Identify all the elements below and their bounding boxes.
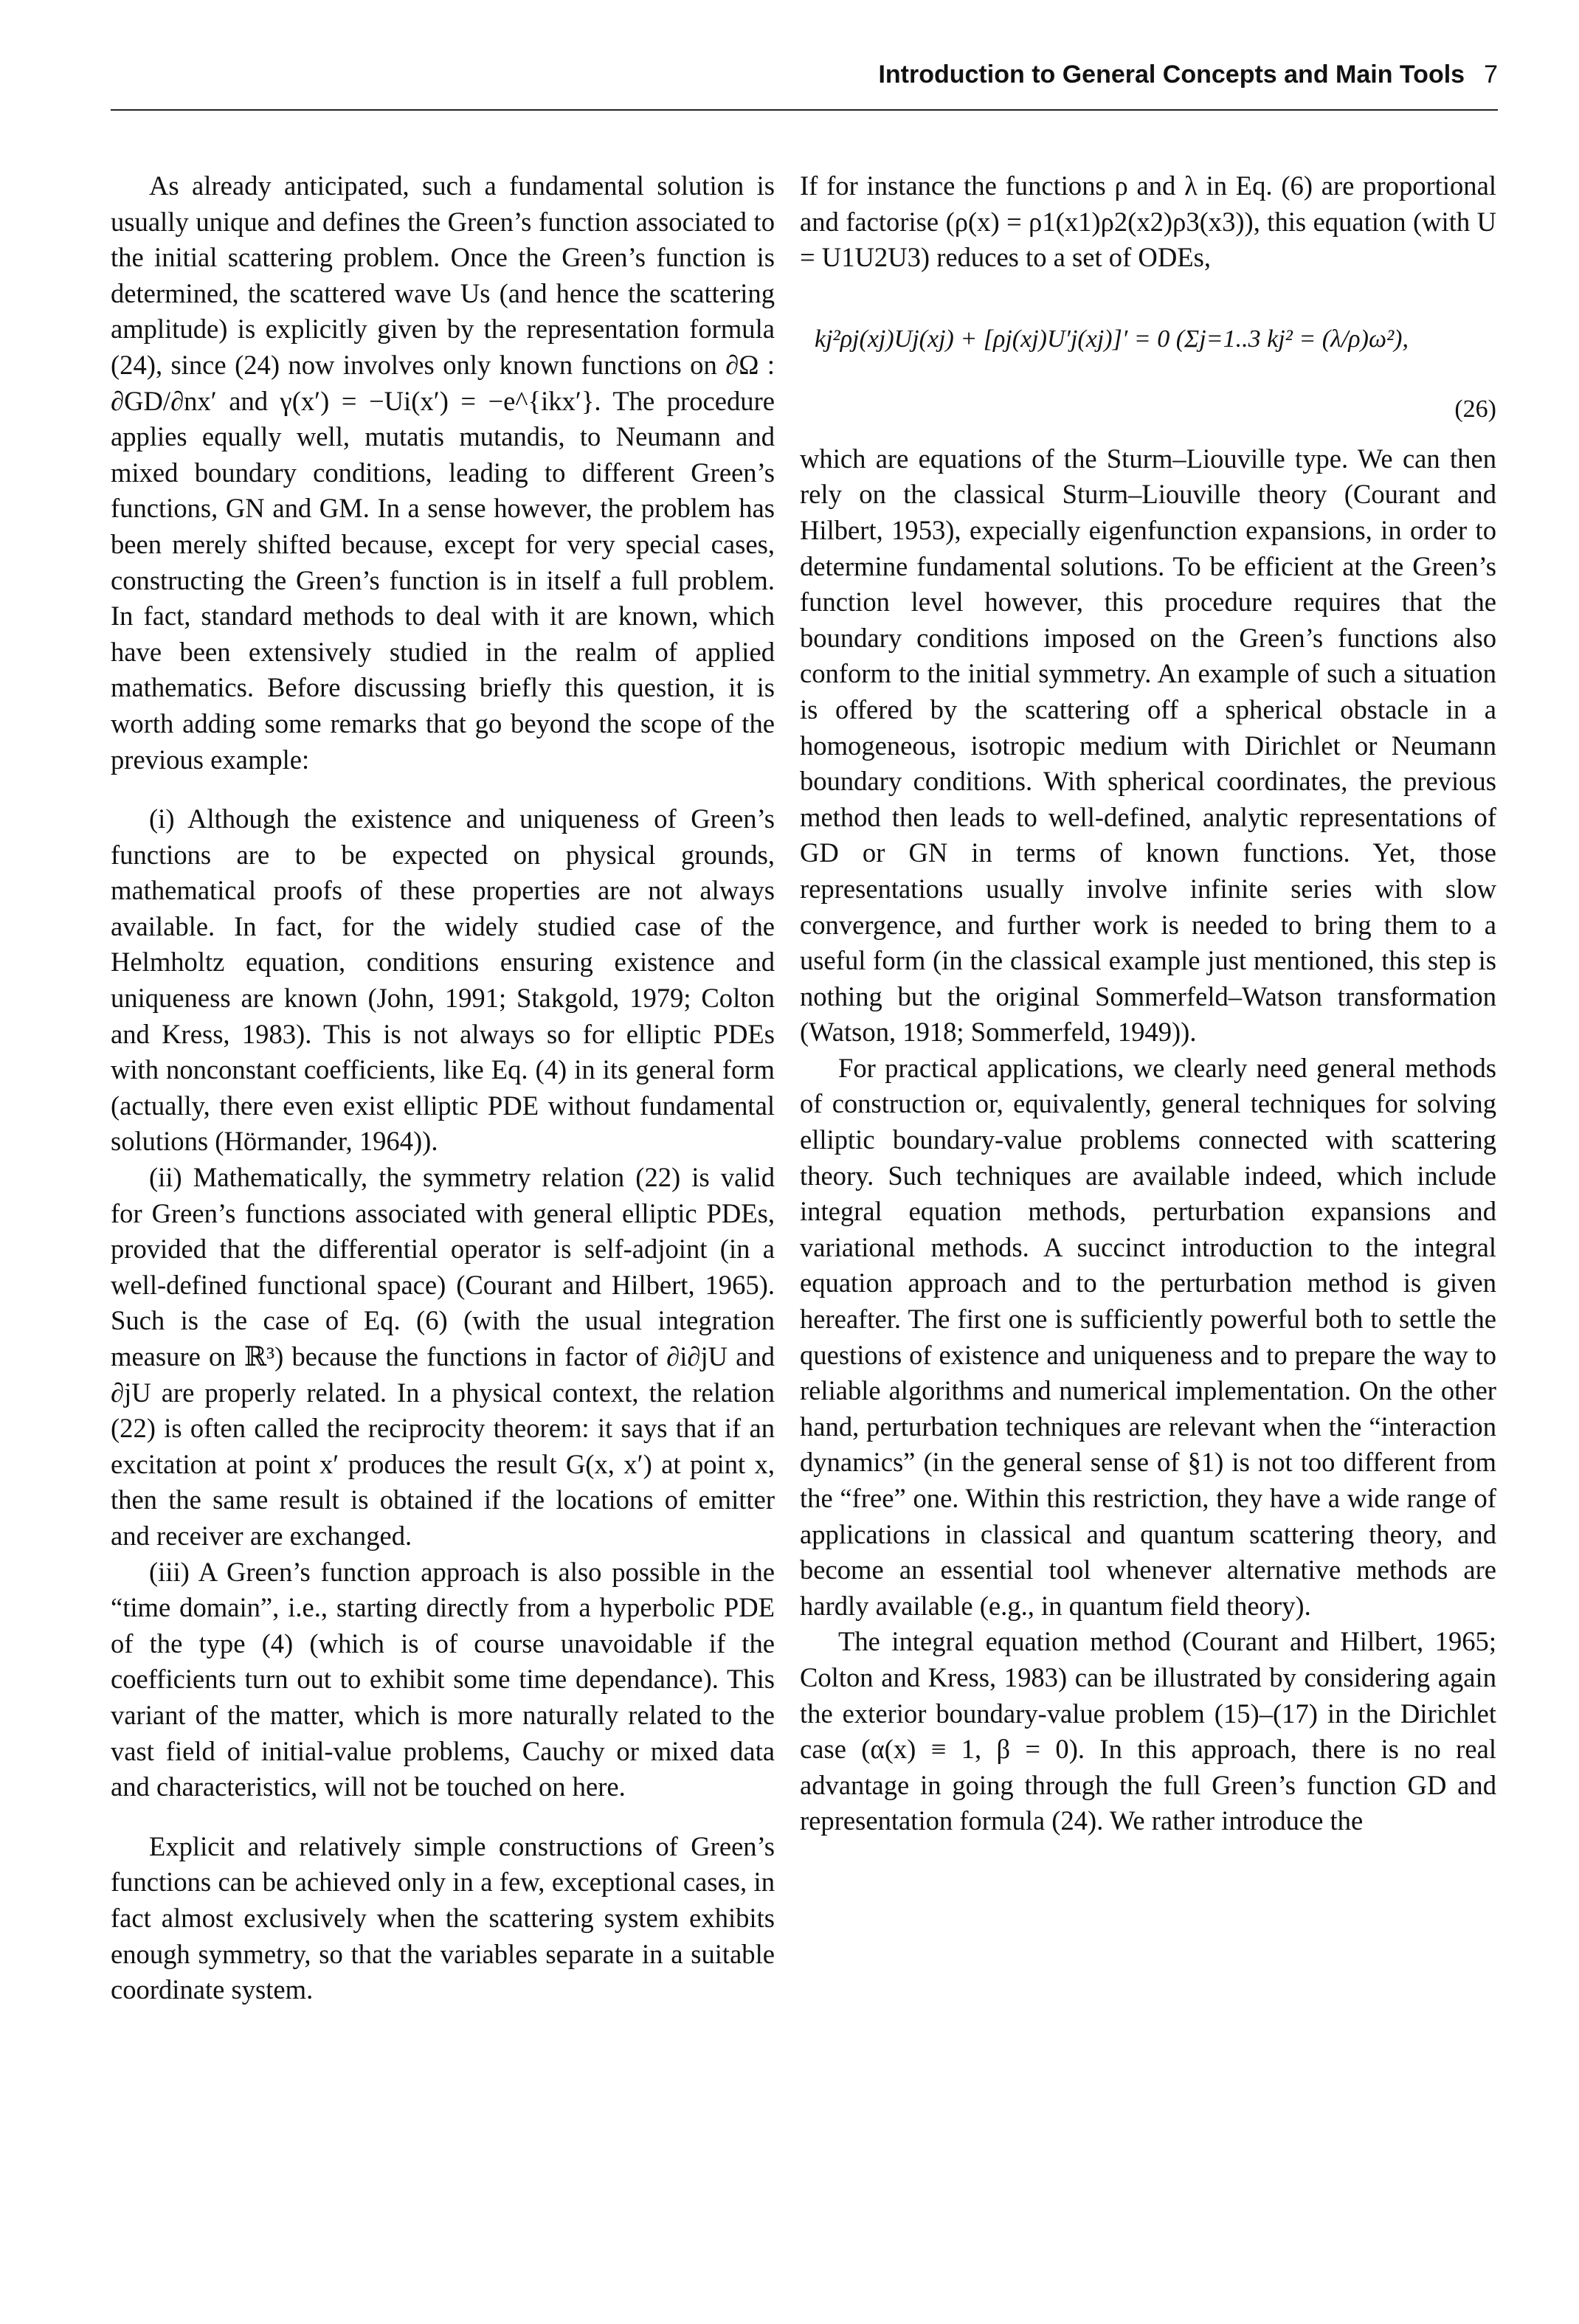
equation-body: kj²ρj(xj)Uj(xj) + [ρj(xj)U′j(xj)]′ = 0 (Σj=1..3 kj² = (λ/ρ)ω²),	[815, 325, 1409, 353]
header-rule	[111, 109, 1498, 111]
equation-number: (26)	[1454, 395, 1496, 423]
paragraph: The integral equation method (Courant and Hilbert, 1965; Colton and Kress, 1983) can be illustrated by considering again the exterior boundary-value problem (15)–(17) in the Dirichlet case (α(x) ≡ 1, β = 0). In this approach, there is no real advantage in going through the full Green’s function GD and representation formula (24). We rather introduce the	[800, 1626, 1496, 1836]
paragraph: Explicit and relatively simple constructions of Green’s functions can be achieved only in a few, exceptional cases, in fact almost exclusively when the scattering system exhibits enough symmetry, so that the variables separate in a suitable coordinate system.	[111, 1830, 775, 2005]
remark-i: (i) Although the existence and uniqueness of Green’s functions are to be expected on physical grounds, mathematical proofs of these properties are not always available. In fact, for the widely studied case of the Helmholtz equation, conditions ensuring existence and uniqueness are known (John, 1991; Stakgold, 1979; Colton and Kress, 1983). This is not always so for elliptic PDEs with nonconstant coefficients, like Eq. (4) in its general form (actually, there even exist elliptic PDE without fundamental solutions (Hörmander, 1964)).	[111, 803, 775, 1157]
right-column	[800, 168, 1496, 1839]
paragraph: As already anticipated, such a fundamental solution is usually unique and defines the Green’s function associated to the initial scattering problem. Once the Green’s function is determined, the scattered wave Us (and hence the scattering amplitude) is explicitly given by the representation formula (24), since (24) now involves only known functions on ∂Ω : ∂GD/∂nx′ and γ(x′) = −Ui(x′) = −e^{ikx′}. The procedure applies equally well, mutatis mutandis, to Neumann and mixed boundary conditions, leading to different Green’s functions, GN and GM. In a sense however, the problem has been merely shifted because, except for very special cases, constructing the Green’s function is in itself a full problem. In fact, standard methods to deal with it are known, which have been extensively studied in the realm of applied mathematics. Before discussing briefly this question, it is worth adding some remarks that go beyond the scope of the previous example:	[111, 170, 775, 775]
remark-ii: (ii) Mathematically, the symmetry relation (22) is valid for Green’s functions associated with general elliptic PDEs, provided that the differential operator is self-adjoint (in a well-defined functional space) (Courant and Hilbert, 1965). Such is the case of Eq. (6) (with the usual integration measure on ℝ³) because the functions in factor of ∂i∂jU and ∂jU are properly related. In a physical context, the relation (22) is often called the reciprocity theorem: it says that if an excitation at point x′ produces the result G(x, x′) at point x, then the same result is obtained if the locations of emitter and receiver are exchanged.	[111, 1162, 775, 1551]
paragraph: which are equations of the Sturm–Liouville type. We can then rely on the classical Sturm–Liouville theory (Courant and Hilbert, 1953), expecially eigenfunction expansions, in order to determine fundamental solutions. To be efficient at the Green’s function level however, this procedure requires that the boundary conditions imposed on the Green’s functions also conform to the initial symmetry. An example of such a situation is offered by the scattering off a spherical obstacle in a homogeneous, isotropic medium with Dirichlet or Neumann boundary conditions. With spherical coordinates, the previous method then leads to well-defined, analytic representations of GD or GN in terms of known functions. Yet, those representations usually involve infinite series with slow convergence, and further work is needed to bring them to a useful form (in the classical example just mentioned, this step is nothing but the original Sommerfeld–Watson transformation (Watson, 1918; Sommerfeld, 1949)).	[800, 443, 1496, 1048]
page-number: 7	[1484, 60, 1498, 89]
paragraph: For practical applications, we clearly need general methods of construction or, equivalently, general techniques for solving elliptic boundary-value problems connected with scattering theory. Such techniques are available indeed, which include integral equation methods, perturbation expansions and variational methods. A succinct introduction to the integral equation approach and to the perturbation method is given hereafter. The first one is sufficiently powerful both to settle the questions of existence and uniqueness and to prepare the way to reliable algorithms and numerical implementation. On the other hand, perturbation techniques are relevant when the “interaction dynamics” (in the general sense of §1) is not too different from the “free” one. Within this restriction, they have a wide range of applications in classical and quantum scattering theory, and become an essential tool whenever alternative methods are hardly available (e.g., in quantum field theory).	[800, 1052, 1496, 1621]
equation-26	[800, 292, 1496, 432]
header-title: Introduction to General Concepts and Main Tools	[878, 60, 1465, 89]
paragraph: If for instance the functions ρ and λ in Eq. (6) are proportional and factorise (ρ(x) = ρ1(x1)ρ2(x2)ρ3(x3)), this equation (with U = U1U2U3) reduces to a set of ODEs,	[800, 170, 1496, 273]
running-header	[745, 60, 1498, 102]
left-column	[111, 168, 775, 2008]
remark-iii: (iii) A Green’s function approach is also possible in the “time domain”, i.e., starting directly from a hyperbolic PDE of the type (4) (which is of course unavoidable if the coefficients turn out to exhibit some time dependance). This variant of the matter, which is more naturally related to the vast field of initial-value problems, Cauchy or mixed data and characteristics, will not be touched on here.	[111, 1556, 775, 1802]
